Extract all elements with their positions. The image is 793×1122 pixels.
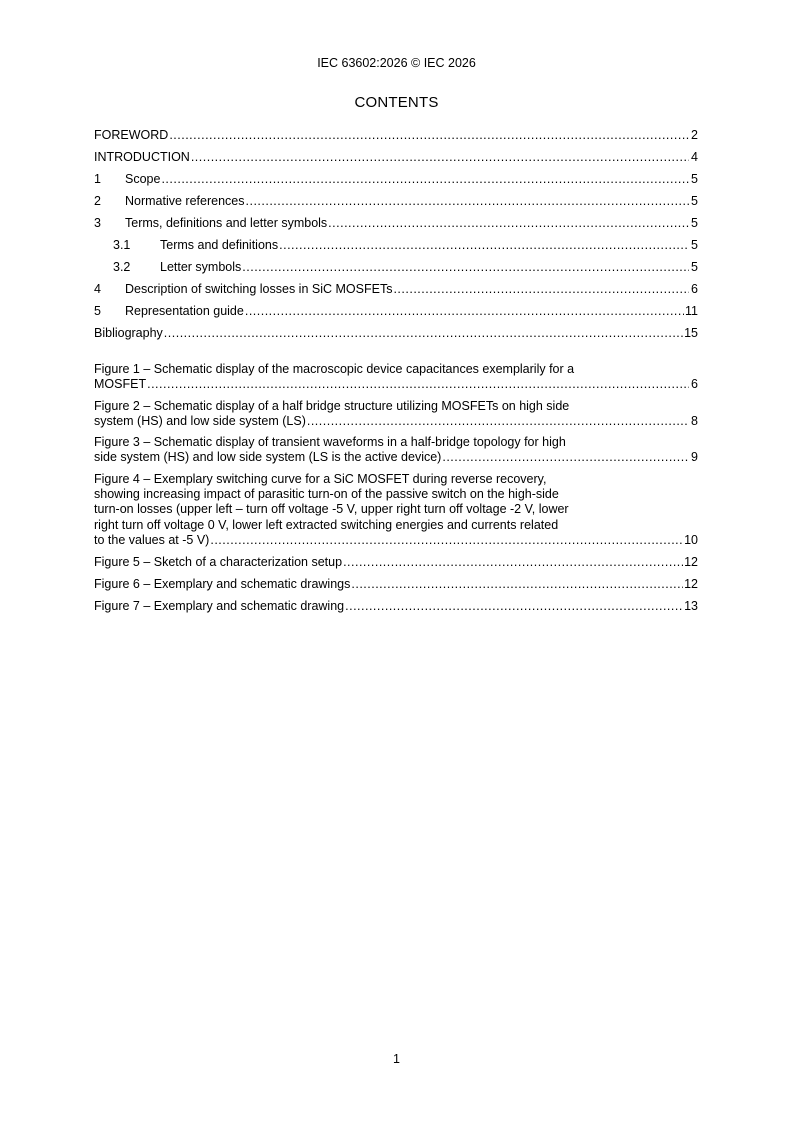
figure-caption-last-line — [94, 533, 698, 548]
dot-leader — [245, 303, 684, 319]
toc-entry-title: Bibliography — [94, 326, 163, 340]
toc-entry-title: FOREWORD — [94, 128, 169, 142]
toc-entry-page: 6 — [691, 282, 698, 296]
dot-leader — [164, 325, 683, 341]
dot-leader — [442, 450, 689, 465]
toc-entry[interactable] — [94, 126, 698, 148]
table-of-contents — [94, 126, 698, 346]
figure-caption-last-line — [94, 598, 698, 620]
dot-leader — [351, 576, 683, 592]
dot-leader — [246, 193, 690, 209]
figure-caption-last-line — [94, 554, 698, 576]
toc-entry-title: Representation guide — [125, 304, 244, 318]
toc-entry-title: Scope — [125, 172, 161, 186]
document-header: IEC 63602:2026 © IEC 2026 — [317, 56, 476, 70]
toc-entry-page: 11 — [685, 304, 698, 318]
figure-caption-line: Figure 5 – Sketch of a characterization setup — [94, 555, 343, 570]
list-of-figures — [94, 362, 698, 620]
toc-entry-number: 3.1 — [113, 238, 131, 252]
figure-caption-line: showing increasing impact of parasitic turn-on of the passive switch on the high-side — [94, 487, 559, 502]
toc-entry-title: Description of switching losses in SiC MOSFETs — [125, 282, 393, 296]
figure-caption-line: system (HS) and low side system (LS) — [94, 413, 306, 428]
toc-entry[interactable] — [94, 302, 698, 324]
dot-leader — [210, 533, 683, 548]
figure-caption-line: Figure 7 – Exemplary and schematic drawing — [94, 599, 345, 614]
toc-entry-page: 5 — [691, 194, 698, 208]
figure-page: 12 — [684, 577, 698, 592]
toc-entry-number: 4 — [94, 282, 101, 296]
figure-caption-last-line — [94, 450, 698, 465]
dot-leader — [307, 414, 689, 429]
dot-leader — [242, 259, 689, 275]
toc-entry-page: 15 — [684, 326, 698, 340]
figure-caption-line: to the values at -5 V) — [94, 532, 210, 547]
toc-entry-number: 3 — [94, 216, 101, 230]
toc-entry[interactable] — [94, 324, 698, 346]
toc-entry-title: Letter symbols — [160, 260, 242, 274]
figure-entry[interactable] — [94, 362, 698, 393]
dot-leader — [147, 377, 689, 392]
figure-caption-line: Figure 6 – Exemplary and schematic drawings — [94, 577, 351, 592]
toc-entry[interactable] — [94, 214, 698, 236]
dot-leader — [343, 554, 683, 570]
dot-leader — [169, 127, 689, 143]
toc-entry-number: 2 — [94, 194, 101, 208]
toc-entry[interactable] — [94, 148, 698, 170]
figure-entry[interactable] — [94, 554, 698, 576]
figure-page: 13 — [684, 599, 698, 614]
toc-entry-page: 2 — [691, 128, 698, 142]
figure-caption-last-line — [94, 576, 698, 598]
dot-leader — [345, 598, 683, 614]
dot-leader — [279, 237, 689, 253]
figure-caption-line: Figure 4 – Exemplary switching curve for a SiC MOSFET during reverse recovery, — [94, 471, 547, 486]
figure-entry[interactable] — [94, 435, 698, 466]
toc-entry-page: 5 — [691, 260, 698, 274]
figure-entry[interactable] — [94, 472, 698, 548]
figure-caption-line: Figure 3 – Schematic display of transient waveforms in a half-bridge topology for high — [94, 435, 566, 450]
figure-entry[interactable] — [94, 598, 698, 620]
toc-entry[interactable] — [94, 236, 698, 258]
dot-leader — [191, 149, 689, 165]
figure-page: 6 — [691, 377, 698, 392]
figure-caption-last-line — [94, 377, 698, 392]
dot-leader — [393, 281, 689, 297]
figure-caption-line: Figure 2 – Schematic display of a half bridge structure utilizing MOSFETs on high side — [94, 398, 570, 413]
figure-page: 8 — [691, 413, 698, 428]
toc-entry-page: 5 — [691, 172, 698, 186]
toc-entry-title: INTRODUCTION — [94, 150, 190, 164]
figure-entry[interactable] — [94, 576, 698, 598]
toc-entry-number: 3.2 — [113, 260, 131, 274]
figure-caption-line: side system (HS) and low side system (LS is the active device) — [94, 450, 442, 465]
figure-caption-line: right turn off voltage 0 V, lower left extracted switching energies and currents related — [94, 517, 559, 532]
toc-entry-number: 1 — [94, 172, 101, 186]
toc-entry-title: Terms and definitions — [160, 238, 279, 252]
dot-leader — [328, 215, 689, 231]
contents-title: CONTENTS — [354, 94, 439, 111]
toc-entry[interactable] — [94, 170, 698, 192]
toc-entry-page: 4 — [691, 150, 698, 164]
page-number: 1 — [393, 1052, 400, 1066]
figure-entry[interactable] — [94, 399, 698, 430]
dot-leader — [161, 171, 689, 187]
toc-entry[interactable] — [94, 192, 698, 214]
figure-caption-line: turn-on losses (upper left – turn off voltage -5 V, upper right turn off voltage -2 V, lower — [94, 502, 569, 517]
figure-page: 12 — [684, 555, 698, 570]
toc-entry-page: 5 — [691, 216, 698, 230]
toc-entry[interactable] — [94, 258, 698, 280]
figure-page: 10 — [684, 532, 698, 547]
toc-entry-title: Terms, definitions and letter symbols — [125, 216, 328, 230]
figure-caption-line: Figure 1 – Schematic display of the macroscopic device capacitances exemplarily for a — [94, 362, 575, 376]
toc-entry-page: 5 — [691, 238, 698, 252]
figure-caption-last-line — [94, 414, 698, 429]
figure-page: 9 — [691, 450, 698, 465]
toc-entry-title: Normative references — [125, 194, 245, 208]
figure-caption-line: MOSFET — [94, 377, 147, 392]
toc-entry[interactable] — [94, 280, 698, 302]
toc-entry-number: 5 — [94, 304, 101, 318]
